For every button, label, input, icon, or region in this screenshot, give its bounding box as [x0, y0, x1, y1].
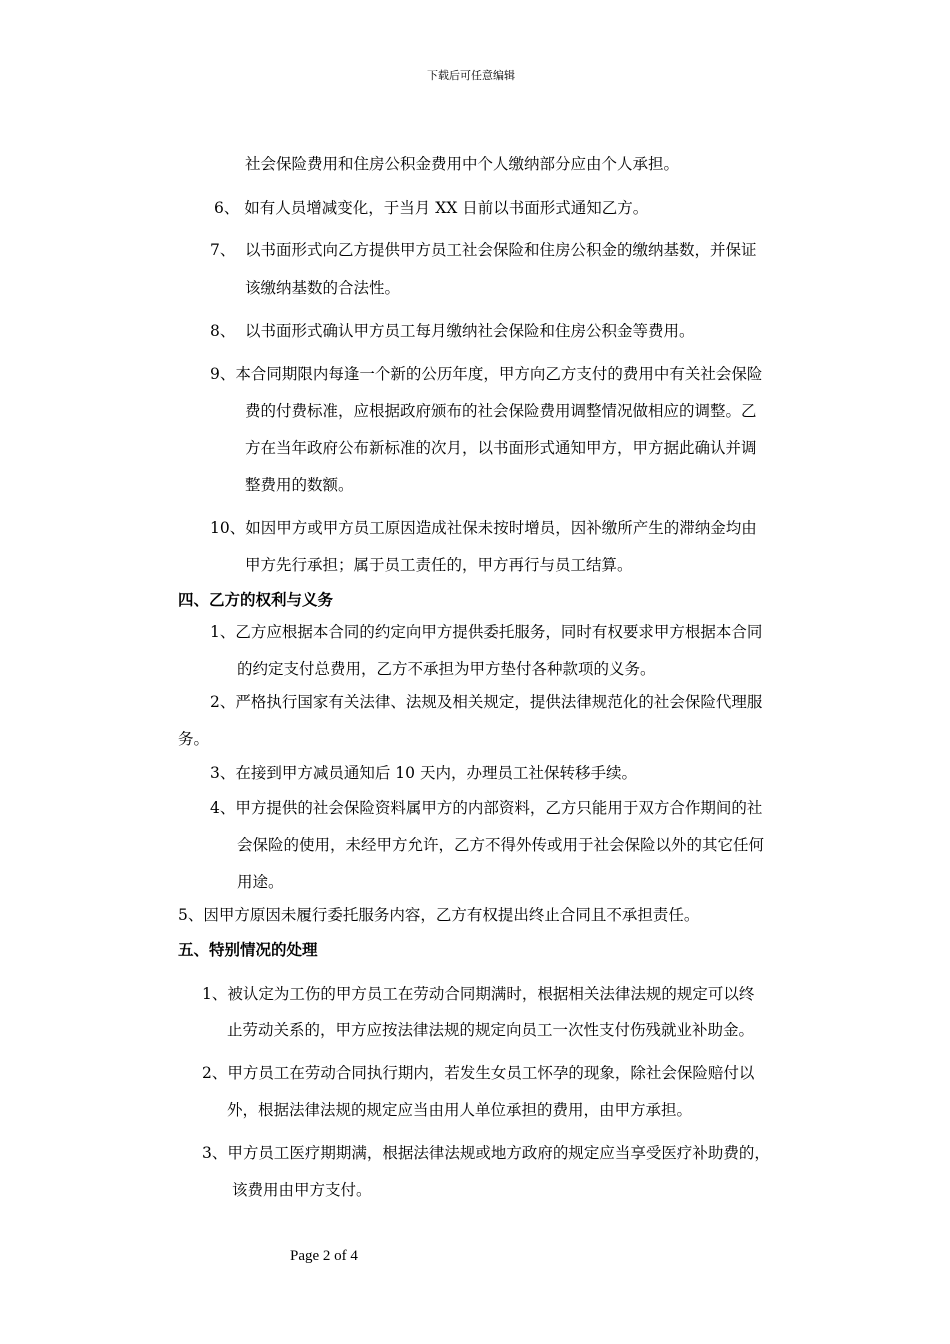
list-item-5: 5、因甲方原因未履行委托服务内容，乙方有权提出终止合同且不承担责任。 [178, 906, 700, 924]
list-number-8: 8、 [210, 322, 236, 340]
text-line: 外，根据法律法规的规定应当由用人单位承担的费用，由甲方承担。 [227, 1101, 693, 1119]
list-item-2: 2、甲方员工在劳动合同执行期内，若发生女员工怀孕的现象，除社会保险赔付以 [202, 1064, 755, 1082]
text-line: 会保险的使用，未经甲方允许，乙方不得外传或用于社会保险以外的其它任何 [237, 836, 765, 854]
text-line: 甲方先行承担；属于员工责任的，甲方再行与员工结算。 [245, 556, 633, 574]
list-item-6: 6、 如有人员增减变化，于当月 XX 日前以书面形式通知乙方。 [214, 199, 649, 217]
page-footer: Page 2 of 4 [290, 1248, 358, 1264]
text-line: 止劳动关系的，甲方应按法律法规的规定向员工一次性支付伤残就业补助金。 [227, 1021, 755, 1039]
page-header: 下载后可任意编辑 [427, 69, 515, 82]
text-line: 该缴纳基数的合法性。 [245, 279, 401, 297]
list-item-1: 1、乙方应根据本合同的约定向甲方提供委托服务，同时有权要求甲方根据本合同 [210, 623, 763, 641]
list-item-3: 3、甲方员工医疗期期满，根据法律法规或地方政府的规定应当享受医疗补助费的， [202, 1144, 770, 1162]
text-line: 方在当年政府公布新标准的次月，以书面形式通知甲方，甲方据此确认并调 [245, 439, 757, 457]
section-heading-5: 五、特别情况的处理 [178, 940, 318, 959]
list-item-10: 10、如因甲方或甲方员工原因造成社保未按时增员，因补缴所产生的滞纳金均由 [210, 519, 757, 537]
list-item-1: 1、被认定为工伤的甲方员工在劳动合同期满时，根据相关法律法规的规定可以终 [202, 985, 755, 1003]
text-line: 整费用的数额。 [245, 476, 354, 494]
text-line: 社会保险费用和住房公积金费用中个人缴纳部分应由个人承担。 [245, 155, 680, 173]
section-heading-4: 四、乙方的权利与义务 [178, 590, 334, 609]
text-line: 费的付费标准，应根据政府颁布的社会保险费用调整情况做相应的调整。乙 [245, 402, 757, 420]
list-item-7: 以书面形式向乙方提供甲方员工社会保险和住房公积金的缴纳基数，并保证 [245, 241, 757, 259]
text-line: 该费用由甲方支付。 [232, 1181, 372, 1199]
list-item-9: 9、本合同期限内每逢一个新的公历年度，甲方向乙方支付的费用中有关社会保险 [210, 365, 763, 383]
text-line: 务。 [178, 730, 210, 748]
list-item-4: 4、甲方提供的社会保险资料属甲方的内部资料，乙方只能用于双方合作期间的社 [210, 799, 763, 817]
text-line: 的约定支付总费用，乙方不承担为甲方垫付各种款项的义务。 [237, 660, 656, 678]
list-item-3: 3、在接到甲方减员通知后 10 天内，办理员工社保转移手续。 [210, 764, 637, 782]
list-item-2: 2、严格执行国家有关法律、法规及相关规定，提供法律规范化的社会保险代理服 [210, 693, 763, 711]
list-number-7: 7、 [210, 241, 236, 259]
list-item-8: 以书面形式确认甲方员工每月缴纳社会保险和住房公积金等费用。 [245, 322, 695, 340]
text-line: 用途。 [237, 873, 284, 891]
